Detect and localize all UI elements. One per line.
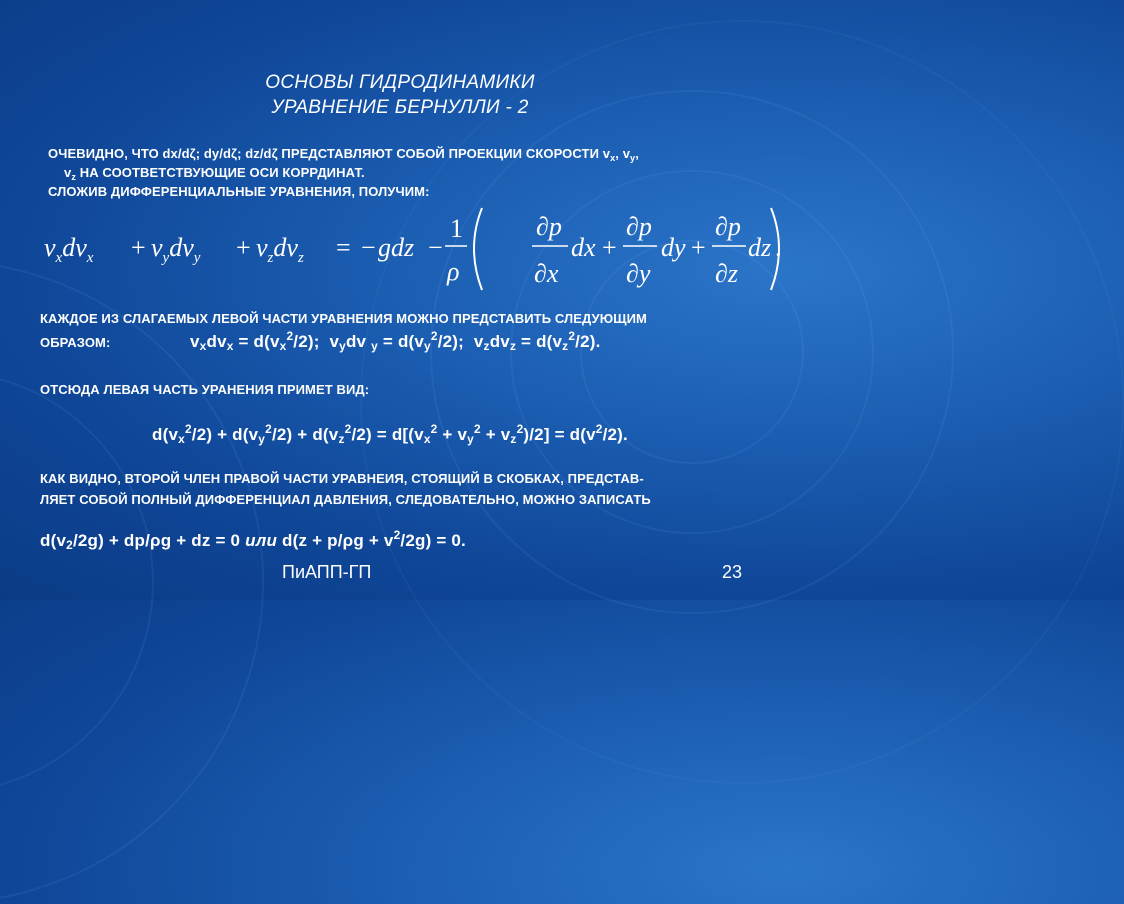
svg-text:+: + [131, 233, 146, 262]
svg-text:−: − [361, 233, 376, 262]
paragraph-text: ОЧЕВИДНО, ЧТО dx/dζ; dy/dζ; dz/dζ ПРЕДСТАВЛЯЮТ СОБОЙ ПРОЕКЦИИ СКОРОСТИ [48, 146, 603, 161]
svg-text:ρ: ρ [447, 257, 460, 286]
paragraph-left-terms: КАЖДОЕ ИЗ СЛАГАЕМЫХ ЛЕВОЙ ЧАСТИ УРАВНЕНИЯ МОЖНО ПРЕДСТАВИТЬ СЛЕДУЮЩИМ [40, 311, 647, 326]
page-number: 23 [722, 562, 743, 582]
svg-text:∂z: ∂z [715, 259, 738, 288]
svg-text:vxdvx: $v_xdv_x$ [44, 233, 94, 266]
svg-text:=: = [336, 233, 351, 262]
title-line-2: УРАВНЕНИЕ БЕРНУЛЛИ - 2 [271, 97, 529, 118]
svg-text:dz: dz [748, 233, 772, 262]
svg-text:dy: dy [661, 233, 686, 262]
svg-text:∂y: ∂y [626, 259, 651, 288]
paragraph-velocity-projections-cont: $v_z$ НА СООТВЕТСТВУЮЩИЕ ОСИ КОРРДИНАТ. [64, 165, 365, 182]
svg-text:∂x: ∂x [534, 259, 559, 288]
paragraph-velocity-projections: ОЧЕВИДНО, ЧТО dx/dζ; dy/dζ; dz/dζ ПРЕДСТАВЛЯЮТ СОБОЙ ПРОЕКЦИИ СКОРОСТИ $v_x$, $v_y$, [48, 146, 639, 163]
svg-text:vydvy: $v_ydv_y$ [151, 233, 201, 266]
background-ring [360, 20, 1124, 784]
svg-text:vzdvz: $v_zdv_z$ [256, 233, 304, 266]
svg-text:gdz: gdz [378, 233, 415, 262]
equation-velocity-terms: $v_xdv_x = d(v_x^2/2)$; $v_ydv$ $_y = d(v_y^2/2)$; $v_zdv_z = d(v_z^2/2)$. [190, 329, 601, 353]
svg-text:∂p: ∂p [626, 212, 652, 241]
svg-text:.: . [775, 233, 782, 262]
paragraph-pressure-differential-cont: ЛЯЕТ СОБОЙ ПОЛНЫЙ ДИФФЕРЕНЦИАЛ ДАВЛЕНИЯ, СЛЕДОВАТЕЛЬНО, МОЖНО ЗАПИСАТЬ [40, 492, 651, 507]
svg-text:∂p: ∂p [715, 212, 741, 241]
footer-label: ПиАПП-ГП [282, 562, 372, 582]
svg-text:dx: dx [571, 233, 596, 262]
svg-text:+: + [691, 233, 706, 262]
svg-text:1: 1 [450, 214, 463, 243]
paragraph-summing: СЛОЖИВ ДИФФЕРЕНЦИАЛЬНЫЕ УРАВНЕНИЯ, ПОЛУЧИМ: [48, 184, 430, 199]
svg-text:−: − [428, 233, 443, 262]
bernoulli-differential-equation [36, 200, 782, 300]
paragraph-left-side: ОТСЮДА ЛЕВАЯ ЧАСТЬ УРАНЕНИЯ ПРИМЕТ ВИД: [40, 382, 370, 397]
paragraph-manner: ОБРАЗОМ: [40, 335, 111, 350]
equation-left-side-sum: $d(v_x^2/2) + d(v_y^2/2) + d(v_z^2/2) = d[(v_x^2 + v_y^2 + v_z^2)/2] = d(v^2/2)$. [152, 422, 628, 446]
slide-title [0, 70, 800, 120]
svg-text:∂p: ∂p [536, 212, 562, 241]
equation-bernoulli-final: $d(v_2/2g) + dp/\rho g$ + dz = 0 или $d(z + p/\rho g + v^2/2g) = 0$. [40, 528, 466, 552]
svg-text:+: + [236, 233, 251, 262]
svg-text:+: + [602, 233, 617, 262]
word-or: или [245, 531, 278, 550]
paragraph-pressure-differential: КАК ВИДНО, ВТОРОЙ ЧЛЕН ПРАВОЙ ЧАСТИ УРАВНЕИЯ, СТОЯЩИЙ В СКОБКАХ, ПРЕДСТАВ- [40, 471, 644, 486]
title-line-1: ОСНОВЫ ГИДРОДИНАМИКИ [265, 72, 535, 93]
